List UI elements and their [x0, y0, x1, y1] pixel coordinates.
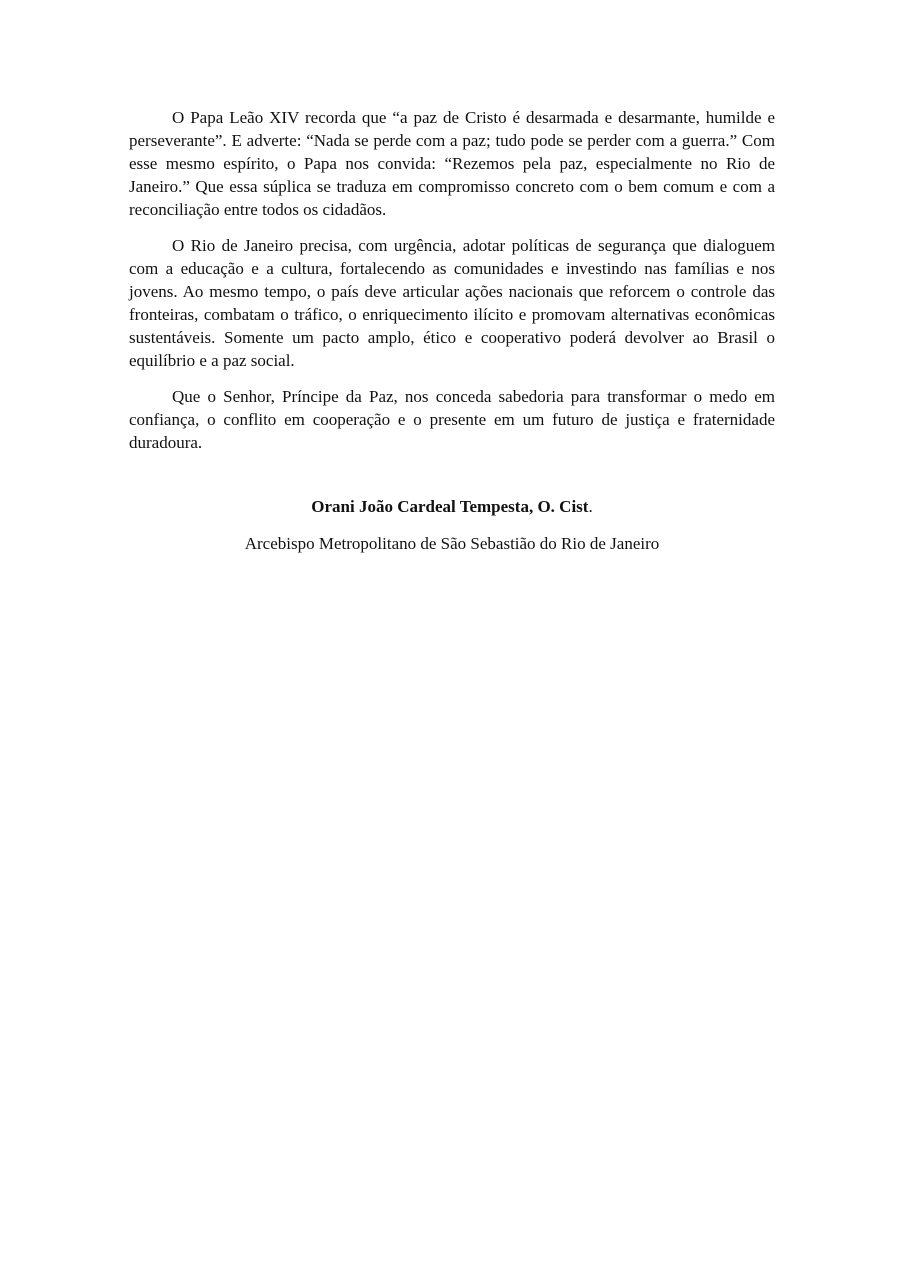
- signature-name: Orani João Cardeal Tempesta, O. Cist: [311, 497, 589, 516]
- document-body: [129, 106, 775, 555]
- paragraph-papal-quote: O Papa Leão XIV recorda que “a paz de Cristo é desarmada e desarmante, humilde e perseverante”. E adverte: “Nada se perde com a paz; tudo pode se perder com a guerra.” Com esse mesmo espírito, o Papa nos convida: “Rezemos pela paz, especialmente no Rio de Janeiro.” Que essa súplica se traduza em compromisso concreto com o bem comum e com a reconciliação entre todos os cidadãos.: [129, 108, 775, 219]
- signature-name-suffix: .: [588, 497, 593, 516]
- signature-title: Arcebispo Metropolitano de São Sebastião do Rio de Janeiro: [244, 534, 660, 553]
- signature-block: [129, 495, 775, 518]
- paragraph-security-policy: O Rio de Janeiro precisa, com urgência, adotar políticas de segurança que dialoguem com a educação e a cultura, fortalecendo as comunidades e investindo nas famílias e nos jovens. Ao mesmo tempo, o país deve articular ações nacionais que reforcem o controle das fronteiras, combatam o tráfico, o enriquecimento ilícito e promovam alternativas econômicas sustentáveis. Somente um pacto amplo, ético e cooperativo poderá devolver ao Brasil o equilíbrio e a paz social.: [129, 236, 775, 370]
- paragraph-prayer: Que o Senhor, Príncipe da Paz, nos conceda sabedoria para transformar o medo em confiança, o conflito em cooperação e o presente em um futuro de justiça e fraternidade duradoura.: [129, 387, 775, 452]
